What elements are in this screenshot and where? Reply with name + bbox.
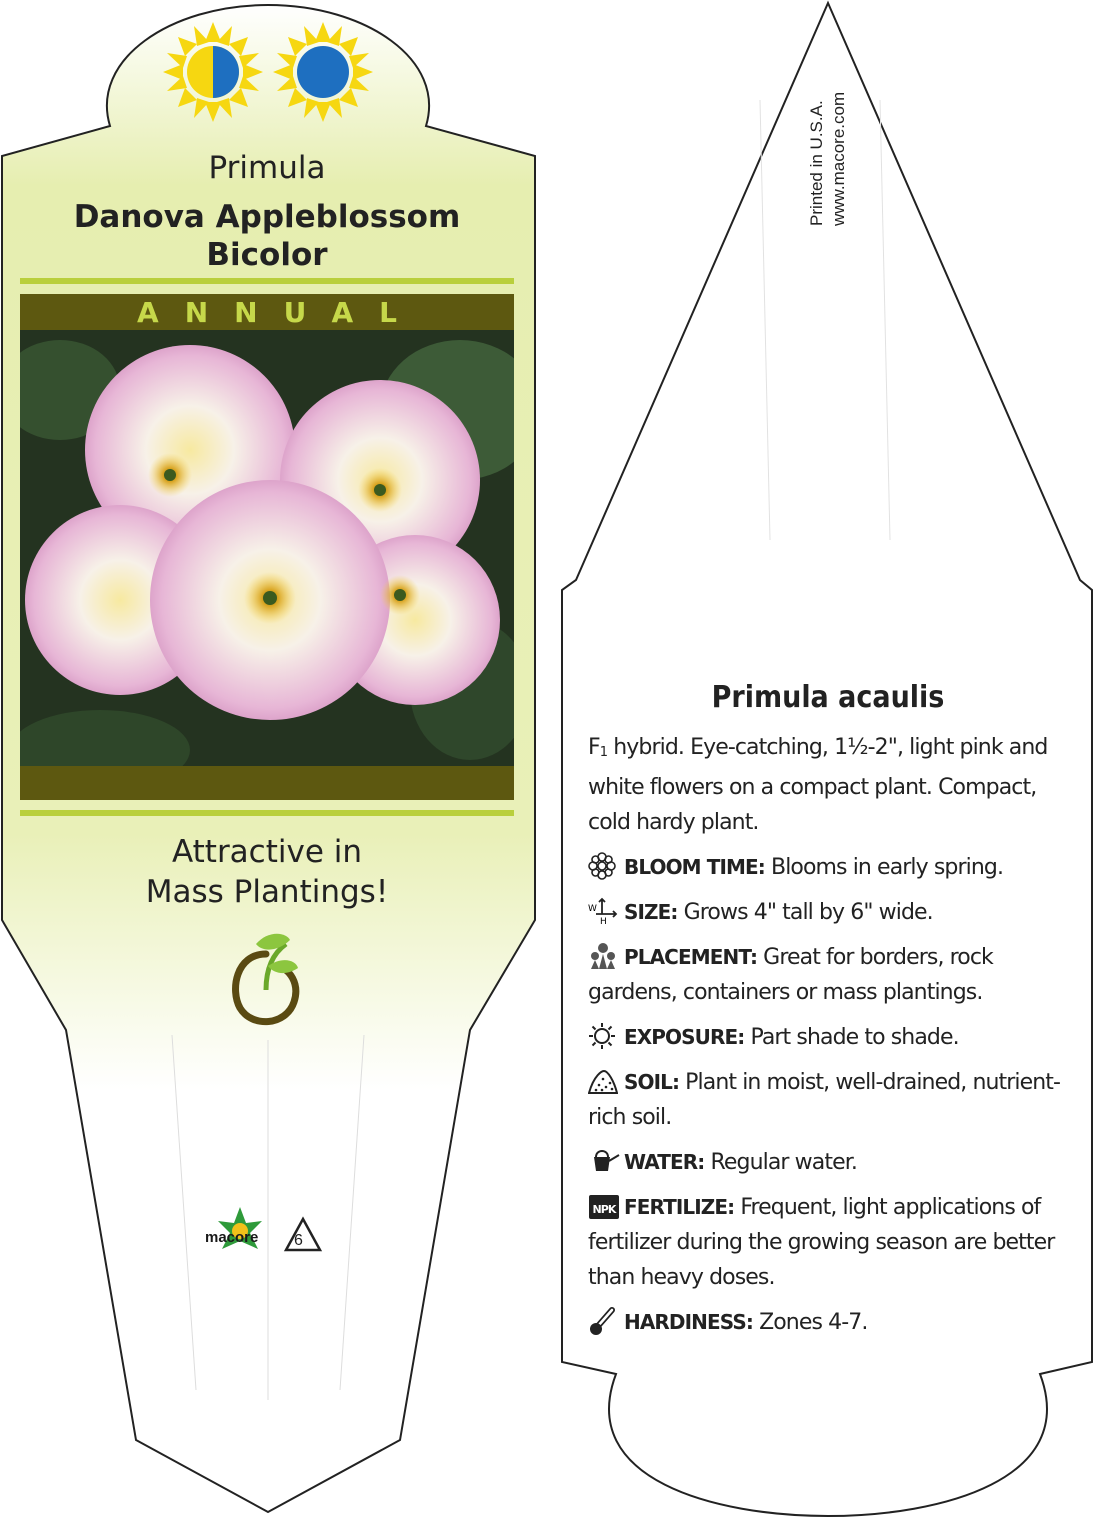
variety-line-1: Danova Appleblossom — [73, 199, 461, 235]
watering-can-icon — [588, 1147, 618, 1175]
sprout-logo-icon — [226, 930, 306, 1030]
info-size: W H SIZE: Grows 4" tall by 6" wide. — [588, 895, 1068, 930]
size-arrows-icon — [588, 897, 618, 925]
variety-line-2: Bicolor — [206, 237, 328, 273]
svg-text:H: H — [600, 917, 606, 925]
flower-icon — [588, 852, 618, 880]
sun-icons — [0, 0, 1094, 160]
info-water: WATER: Regular water. — [588, 1145, 1068, 1180]
plant-genus: Primula — [208, 150, 326, 186]
info-soil: SOIL: Plant in moist, well-drained, nutrient-rich soil. — [588, 1065, 1068, 1135]
info-placement: PLACEMENT: Great for borders, rock gardens, containers or mass plantings. — [588, 940, 1068, 1010]
species-name: Primula acaulis — [711, 680, 945, 715]
info-bloom-time: BLOOM TIME: Blooms in early spring. — [588, 850, 1068, 885]
printed-in: Printed in U.S.A. — [807, 100, 826, 226]
green-rule-bottom — [20, 810, 514, 816]
tagline-line-2: Mass Plantings! — [145, 874, 389, 910]
info-hardiness: HARDINESS: Zones 4-7. — [588, 1305, 1068, 1340]
website: www.macore.com — [829, 91, 848, 226]
care-info — [588, 730, 1068, 1340]
plant-variety — [20, 198, 514, 274]
category-band: ANNUAL — [20, 294, 514, 330]
placement-plants-icon — [588, 942, 618, 970]
green-rule-top — [20, 278, 514, 284]
svg-text:W: W — [588, 904, 596, 914]
soil-mound-icon — [588, 1067, 618, 1095]
part-shade-sun-icon — [163, 22, 263, 122]
side-print — [806, 92, 850, 226]
description: F1 hybrid. Eye-catching, 1½-2", light pink and white flowers on a compact plant. Compact, cold hardy plant. — [588, 735, 1048, 835]
photo-bottom-band — [20, 766, 514, 800]
info-fertilize: NPK FERTILIZE: Frequent, light applications of fertilizer during the growing season are better than heavy doses. — [588, 1190, 1068, 1295]
svg-text:NPK: NPK — [592, 1203, 616, 1216]
tagline — [20, 832, 514, 912]
info-exposure: EXPOSURE: Part shade to shade. — [588, 1020, 1068, 1055]
plant-photo — [20, 330, 514, 766]
macore-logo-text: macore — [205, 1229, 259, 1246]
npk-bag-icon — [588, 1192, 618, 1220]
recycle-number: 6 — [294, 1232, 303, 1249]
full-shade-sun-icon — [273, 22, 373, 122]
recycle-icon — [282, 1216, 324, 1256]
tagline-line-1: Attractive in — [171, 834, 363, 870]
sun-outline-icon — [588, 1022, 618, 1050]
thermometer-icon — [588, 1307, 618, 1335]
